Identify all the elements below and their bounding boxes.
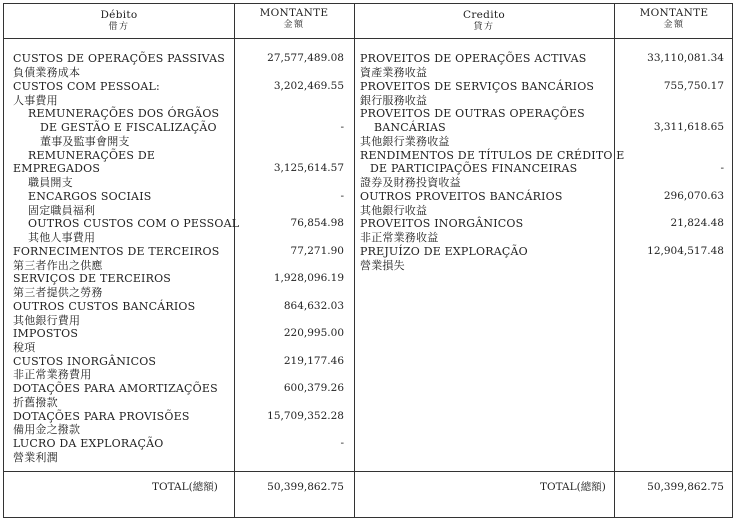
debit-entry-label: 人事費用: [13, 94, 58, 107]
debit-entry-label: IMPOSTOS: [13, 327, 79, 340]
debit-entry-label: 董事及監事會開支: [40, 135, 130, 148]
debit-entry-label: REMUNERAÇÕES DE: [28, 149, 156, 162]
column-divider: [614, 4, 615, 517]
debit-entry-amount: 76,854.98: [290, 217, 344, 229]
amount-header-zh: 金額: [663, 20, 685, 30]
debit-entry-label: ENCARGOS SOCIAIS: [28, 190, 152, 203]
debit-total-label: TOTAL(總額): [152, 481, 218, 493]
credit-entry-label: RENDIMENTOS DE TÍTULOS DE CRÉDITO E: [360, 149, 625, 162]
debit-entry-label: 第三者作出之供應: [13, 259, 103, 272]
amount-header-zh: 金額: [283, 20, 305, 30]
debit-entry-amount: 3,202,469.55: [273, 80, 344, 92]
credit-header-zh: 貸方: [473, 22, 495, 32]
credit-entry-label: DE PARTICIPAÇÕES FINANCEIRAS: [370, 162, 578, 175]
debit-entry-label: OUTROS CUSTOS BANCÁRIOS: [13, 300, 196, 313]
credit-entry-label: 其他銀行業務收益: [360, 135, 450, 148]
debit-entry-amount: -: [340, 121, 344, 133]
credit-entry-label: 其他銀行收益: [360, 204, 428, 217]
debit-header-zh: 借方: [108, 22, 130, 32]
credit-total-label: TOTAL(總額): [540, 481, 606, 493]
debit-entry-label: 職員開支: [28, 176, 73, 189]
debit-entry-amount: 27,577,489.08: [267, 52, 344, 64]
credit-amount-header: [614, 7, 734, 31]
total-divider: [4, 471, 732, 472]
debit-header: [4, 9, 234, 33]
debit-entry-amount: 77,271.90: [290, 245, 344, 257]
credit-entry-amount: 12,904,517.48: [647, 245, 724, 257]
debit-entry-label: LUCRO DA EXPLORAÇÃO: [13, 437, 164, 450]
debit-entry-label: OUTROS CUSTOS COM O PESSOAL: [28, 217, 240, 230]
credit-header: [354, 9, 614, 33]
debit-entry-label: 稅項: [13, 341, 36, 354]
debit-total-amount: 50,399,862.75: [267, 481, 344, 493]
debit-entry-label: 其他人事費用: [28, 231, 96, 244]
credit-entry-label: OUTROS PROVEITOS BANCÁRIOS: [360, 190, 563, 203]
credit-entry-label: PROVEITOS INORGÂNICOS: [360, 217, 524, 230]
debit-entry-label: 第三者提供之勞務: [13, 286, 103, 299]
credit-entry-label: PROVEITOS DE OPERAÇÕES ACTIVAS: [360, 52, 587, 65]
debit-entry-label: SERVIÇOS DE TERCEIROS: [13, 272, 172, 285]
debit-entry-amount: 219,177.46: [283, 355, 344, 367]
credit-entry-amount: 33,110,081.34: [647, 52, 724, 64]
amount-header-label: MONTANTE: [259, 7, 329, 19]
debit-entry-label: FORNECIMENTOS DE TERCEIROS: [13, 245, 220, 258]
debit-entry-amount: -: [340, 437, 344, 449]
debit-entry-label: 固定職員福利: [28, 204, 96, 217]
debit-entry-amount: 3,125,614.57: [273, 162, 344, 174]
debit-entry-amount: -: [340, 190, 344, 202]
credit-entry-label: PROVEITOS DE OUTRAS OPERAÇÕES: [360, 107, 585, 120]
debit-amount-header: [234, 7, 354, 31]
debit-entry-label: 非正常業務費用: [13, 368, 92, 381]
debit-entry-label: CUSTOS COM PESSOAL:: [13, 80, 160, 93]
debit-entry-label: CUSTOS INORGÂNICOS: [13, 355, 157, 368]
credit-entry-label: 非正常業務收益: [360, 231, 439, 244]
debit-entry-label: 備用金之撥款: [13, 423, 81, 436]
credit-entry-label: 營業損失: [360, 259, 405, 272]
credit-total-amount: 50,399,862.75: [647, 481, 724, 493]
debit-entry-label: EMPREGADOS: [13, 162, 101, 175]
credit-entry-label: 資產業務收益: [360, 66, 428, 79]
debit-entry-label: 營業利潤: [13, 451, 58, 464]
credit-entry-amount: 21,824.48: [670, 217, 724, 229]
debit-entry-label: 折舊撥款: [13, 396, 58, 409]
credit-entry-label: PROVEITOS DE SERVIÇOS BANCÁRIOS: [360, 80, 595, 93]
debit-entry-amount: 864,632.03: [283, 300, 344, 312]
debit-entry-label: 其他銀行費用: [13, 314, 81, 327]
debit-entry-label: CUSTOS DE OPERAÇÕES PASSIVAS: [13, 52, 225, 65]
debit-entry-amount: 600,379.26: [283, 382, 344, 394]
credit-entry-label: BANCÁRIAS: [374, 121, 446, 134]
credit-entry-amount: 3,311,618.65: [653, 121, 724, 133]
debit-entry-label: 負債業務成本: [13, 66, 81, 79]
debit-header-label: Débito: [100, 9, 138, 21]
credit-entry-label: 銀行服務收益: [360, 94, 428, 107]
income-statement-table: [3, 3, 733, 518]
debit-entry-label: DOTAÇÕES PARA PROVISÕES: [13, 410, 190, 423]
debit-entry-label: REMUNERAÇÕES DOS ÓRGÃOS: [28, 107, 220, 120]
debit-entry-amount: 1,928,096.19: [273, 272, 344, 284]
column-divider: [234, 4, 235, 517]
header-divider: [4, 38, 732, 39]
debit-entry-label: DE GESTÃO E FISCALIZAÇÃO: [40, 121, 217, 134]
credit-entry-amount: 296,070.63: [663, 190, 724, 202]
debit-entry-amount: 220,995.00: [283, 327, 344, 339]
credit-entry-label: PREJUÍZO DE EXPLORAÇÃO: [360, 245, 528, 258]
debit-entry-amount: 15,709,352.28: [267, 410, 344, 422]
credit-header-label: Credito: [463, 9, 505, 21]
credit-entry-amount: 755,750.17: [663, 80, 724, 92]
amount-header-label: MONTANTE: [639, 7, 709, 19]
credit-entry-label: 證券及財務投資收益: [360, 176, 461, 189]
credit-entry-amount: -: [720, 162, 724, 174]
column-divider: [354, 4, 355, 517]
debit-entry-label: DOTAÇÕES PARA AMORTIZAÇÕES: [13, 382, 218, 395]
